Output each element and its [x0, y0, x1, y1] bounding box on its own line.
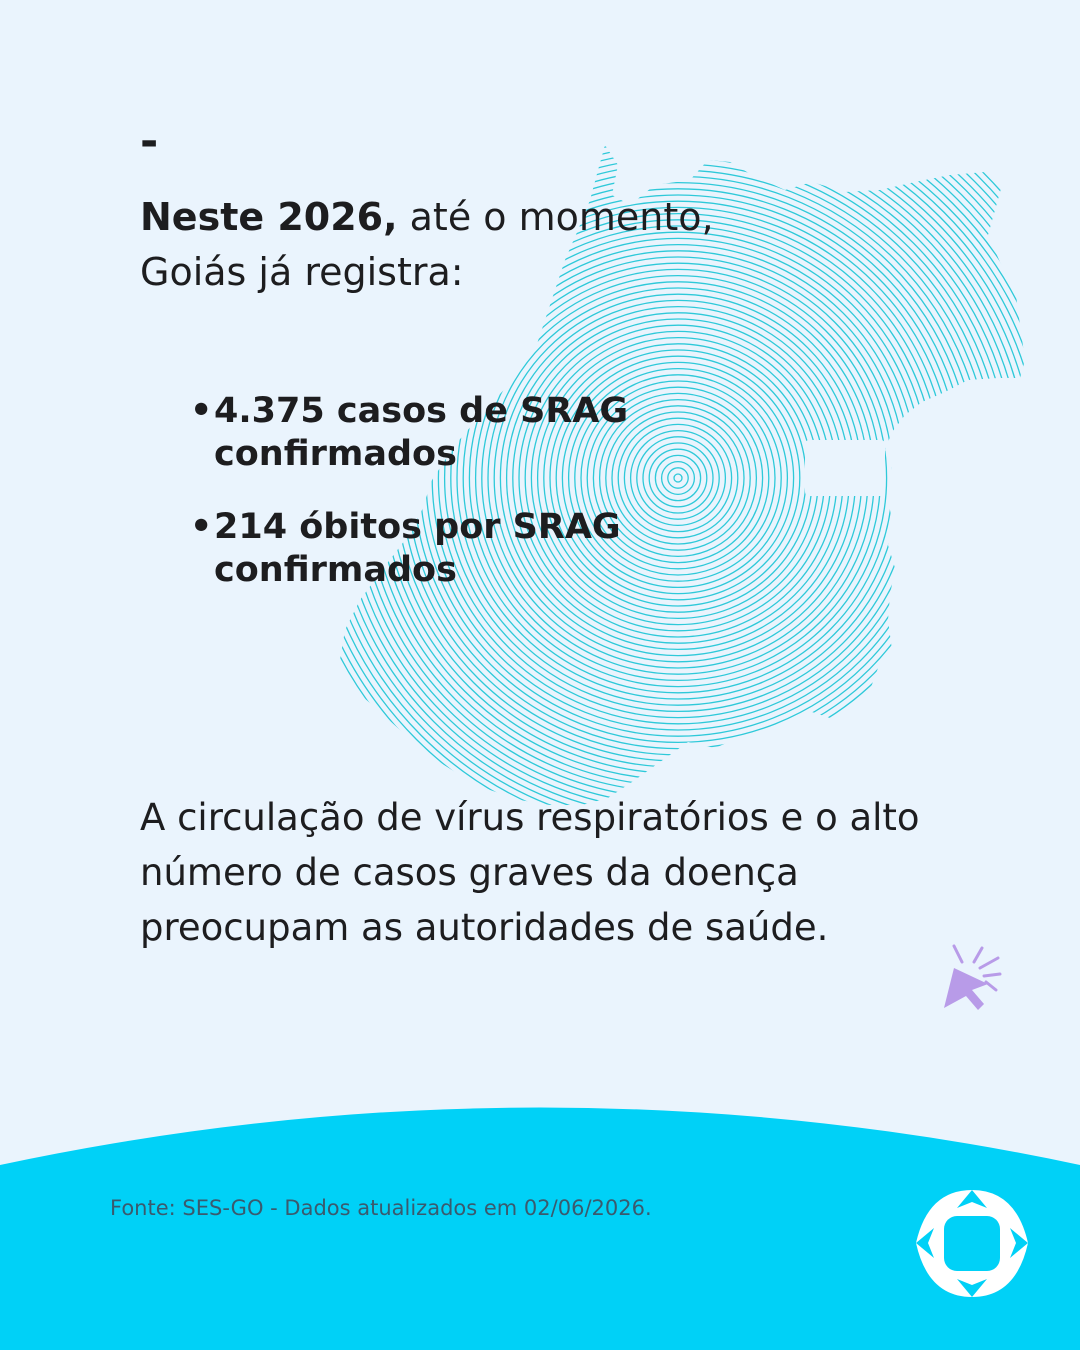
stat-deaths: 214 óbitos por SRAG confirmados — [214, 507, 621, 590]
title-line2: Goiás já registra: — [140, 250, 464, 294]
stats-list — [190, 390, 710, 622]
list-item — [190, 506, 710, 592]
stat-cases: 4.375 casos de SRAG confirmados — [214, 391, 629, 474]
bullet-dot: • — [190, 391, 213, 431]
title-bold: Neste 2026, — [140, 195, 398, 239]
bullet-dot: • — [190, 507, 213, 547]
brand-logo-icon — [912, 1186, 1032, 1301]
source-note: Fonte: SES-GO - Dados atualizados em 02/06/2026. — [110, 1196, 652, 1220]
body-paragraph: A circulação de vírus respiratórios e o alto número de casos graves da doença preocupam as autoridades de saúde. — [140, 796, 920, 949]
page-title — [140, 190, 780, 300]
list-item — [190, 390, 710, 476]
cursor-click-icon — [932, 940, 1012, 1020]
title-rest: até o momento, — [397, 195, 714, 239]
dash-marker: - — [140, 116, 159, 167]
